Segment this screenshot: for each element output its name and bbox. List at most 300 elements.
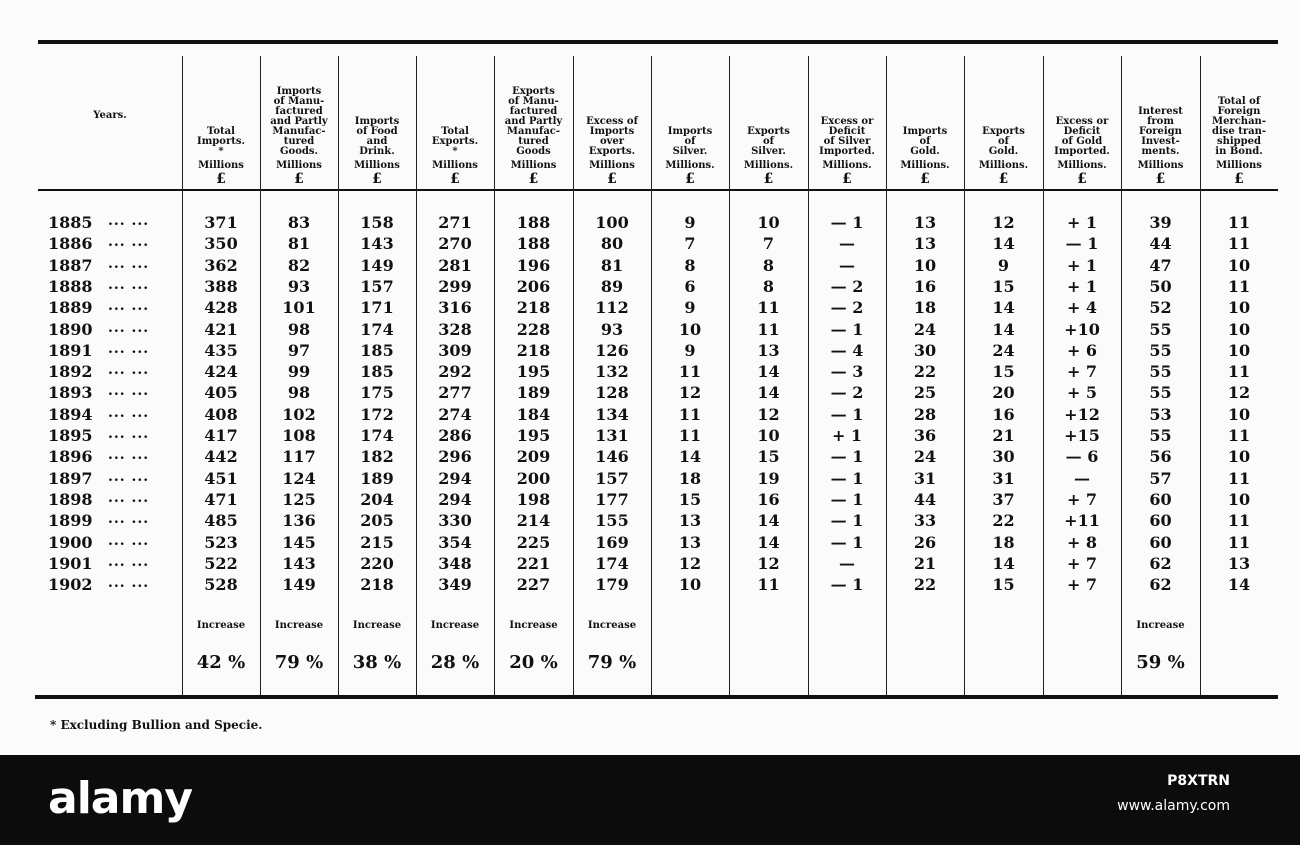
- table-cell: 93: [287, 276, 311, 296]
- table-cell: 8: [762, 255, 775, 275]
- year-cell: 1893: [48, 383, 93, 403]
- table-cell: 158: [360, 213, 394, 232]
- column-header-excess_imports: [573, 58, 651, 186]
- table-cell: 10: [757, 213, 780, 232]
- table-cell: 124: [282, 468, 316, 488]
- table-cell: + 1: [1066, 276, 1098, 296]
- table-cell: 215: [360, 532, 394, 552]
- table-cell: 206: [516, 276, 551, 296]
- table-cell: 13: [678, 532, 702, 552]
- table-cell: 149: [360, 255, 394, 275]
- table-cell: 126: [595, 340, 629, 360]
- image-code: P8XTRN: [1167, 773, 1230, 789]
- table-cell: +10: [1064, 319, 1100, 339]
- table-cell: 15: [757, 447, 780, 467]
- table-cell: 13: [678, 511, 702, 531]
- table-cell: 12: [678, 383, 702, 403]
- header-rule: [38, 189, 1278, 191]
- table-cell: 195: [516, 426, 551, 445]
- bottom-rule: [35, 695, 1278, 699]
- column-title: Exports of Silver.: [747, 126, 790, 157]
- table-cell: 225: [516, 532, 551, 552]
- table-cell: 271: [438, 213, 472, 232]
- pound-sign: £: [685, 171, 695, 187]
- table-row: [38, 574, 1278, 595]
- table-cell: 14: [992, 319, 1015, 339]
- year-cell: 1896: [48, 447, 93, 467]
- table-cell: 221: [516, 553, 551, 573]
- year-cell: 1901: [48, 553, 93, 573]
- leader-dots: ... ...: [108, 468, 150, 485]
- leader-dots: ... ...: [108, 532, 150, 549]
- table-cell: 354: [438, 532, 472, 552]
- table-cell: 21: [992, 426, 1015, 445]
- leader-dots: ... ...: [108, 404, 150, 421]
- column-unit: Millions.: [743, 160, 794, 171]
- table-cell: 428: [204, 298, 238, 318]
- table-cell: 286: [438, 426, 472, 445]
- table-cell: 60: [1149, 532, 1172, 552]
- table-cell: 185: [360, 340, 394, 360]
- pound-sign: £: [294, 171, 304, 187]
- table-cell: 62: [1149, 553, 1172, 573]
- leader-dots: ... ...: [108, 426, 150, 442]
- table-cell: 157: [595, 468, 629, 488]
- table-cell: 62: [1149, 575, 1172, 595]
- increase-label: Increase: [587, 620, 637, 631]
- table-cell: 227: [516, 575, 551, 595]
- year-cell: 1899: [48, 511, 93, 531]
- table-cell: 177: [595, 489, 629, 509]
- column-header-imports_food: [338, 58, 416, 186]
- table-cell: + 1: [1066, 213, 1098, 232]
- increase-label: Increase: [1136, 620, 1185, 631]
- column-unit: Millions: [1137, 160, 1184, 171]
- table-cell: 277: [438, 383, 472, 403]
- column-title: Imports of Gold.: [902, 126, 948, 157]
- table-row: [38, 425, 1278, 446]
- table-row: [38, 255, 1278, 276]
- table-cell: 14: [1227, 575, 1251, 595]
- table-cell: 25: [913, 383, 937, 403]
- table-cell: 11: [1227, 511, 1251, 531]
- table-cell: 174: [360, 426, 394, 445]
- table-cell: 22: [913, 362, 937, 382]
- table-cell: 12: [992, 213, 1015, 232]
- alamy-logo: alamy: [48, 773, 192, 824]
- table-row: [38, 276, 1278, 297]
- table-cell: 424: [204, 362, 238, 382]
- table-cell: —: [839, 553, 855, 573]
- table-cell: 9: [684, 340, 696, 360]
- table-row: [38, 319, 1278, 340]
- column-unit: Millions.: [900, 160, 950, 171]
- table-cell: + 7: [1066, 553, 1098, 573]
- table-cell: 132: [595, 362, 629, 382]
- table-cell: 31: [913, 468, 937, 488]
- leader-dots: ... ...: [108, 489, 150, 506]
- table-cell: +15: [1064, 426, 1100, 445]
- column-unit: Millions: [198, 160, 244, 171]
- table-cell: 421: [204, 319, 238, 339]
- table-row: [38, 468, 1278, 489]
- table-cell: + 4: [1066, 298, 1098, 318]
- table-cell: 14: [992, 234, 1015, 254]
- increase-label: Increase: [509, 620, 558, 631]
- table-cell: 10: [1227, 404, 1251, 424]
- table-cell: 93: [600, 319, 624, 339]
- table-cell: 36: [913, 426, 937, 445]
- table-cell: 11: [1227, 362, 1251, 382]
- year-cell: 1886: [48, 234, 93, 254]
- years-header: Years.: [93, 110, 127, 121]
- column-title: Total Imports. *: [197, 126, 245, 157]
- leader-dots: ... ...: [108, 340, 150, 357]
- table-cell: 174: [360, 319, 394, 339]
- table-cell: 8: [762, 276, 775, 296]
- table-cell: 294: [438, 468, 472, 488]
- table-cell: 143: [282, 553, 316, 573]
- table-cell: + 8: [1066, 532, 1098, 552]
- leader-dots: ... ...: [108, 255, 150, 272]
- table-row: [38, 340, 1278, 361]
- table-cell: 196: [516, 255, 551, 275]
- table-cell: —: [839, 234, 855, 254]
- table-cell: 442: [204, 447, 238, 467]
- leader-dots: ... ...: [108, 362, 150, 379]
- year-cell: 1902: [48, 575, 93, 595]
- table-cell: 155: [595, 511, 629, 531]
- table-cell: 6: [684, 276, 696, 296]
- table-cell: 16: [992, 404, 1015, 424]
- table-cell: 9: [997, 255, 1010, 275]
- table-cell: 485: [204, 511, 238, 531]
- leader-dots: ... ...: [108, 213, 150, 229]
- table-cell: 371: [204, 213, 238, 232]
- table-cell: 14: [678, 447, 702, 467]
- column-header-total_exports: [416, 58, 494, 186]
- table-cell: 10: [757, 426, 780, 445]
- table-cell: 16: [913, 276, 937, 296]
- pound-sign: £: [528, 171, 539, 187]
- table-cell: 89: [600, 276, 624, 296]
- table-cell: 11: [757, 319, 780, 339]
- top-rule: [38, 40, 1278, 44]
- year-cell: 1892: [48, 362, 93, 382]
- table-cell: 143: [360, 234, 394, 254]
- year-cell: 1894: [48, 404, 93, 424]
- table-cell: 82: [287, 255, 311, 275]
- table-cell: 18: [913, 298, 937, 318]
- column-title: Exports of Manu- factured and Partly Manufac- tured Goods: [504, 86, 563, 157]
- table-cell: 218: [516, 340, 551, 360]
- increase-value: 20 %: [509, 652, 558, 673]
- table-cell: 7: [762, 234, 775, 254]
- table-cell: 10: [1227, 489, 1251, 509]
- column-unit: Millions: [276, 160, 322, 171]
- table-cell: 53: [1149, 404, 1172, 424]
- table-cell: 55: [1149, 426, 1172, 445]
- table-cell: 125: [282, 489, 316, 509]
- table-cell: 189: [516, 383, 551, 403]
- table-cell: 471: [204, 489, 238, 509]
- table-cell: 174: [595, 553, 629, 573]
- table-cell: 11: [1227, 426, 1251, 445]
- table-cell: 228: [516, 319, 551, 339]
- table-cell: 405: [204, 383, 238, 403]
- increase-value: 42 %: [196, 652, 246, 673]
- table-cell: 12: [757, 553, 780, 573]
- table-cell: 350: [204, 234, 238, 254]
- leader-dots: ... ...: [108, 319, 150, 336]
- table-cell: 24: [913, 319, 937, 339]
- table-cell: 80: [600, 234, 624, 254]
- table-cell: 55: [1149, 340, 1172, 360]
- table-cell: 10: [1227, 340, 1251, 360]
- table-cell: 348: [438, 553, 472, 573]
- table-cell: 10: [913, 255, 937, 275]
- table-cell: 220: [360, 553, 394, 573]
- increase-label: Increase: [352, 620, 402, 631]
- table-cell: 522: [204, 553, 238, 573]
- table-cell: 209: [516, 447, 551, 467]
- table-cell: 169: [595, 532, 629, 552]
- leader-dots: ... ...: [108, 298, 150, 315]
- table-cell: 60: [1149, 489, 1172, 509]
- table-cell: 175: [360, 383, 394, 403]
- table-cell: 274: [438, 404, 472, 424]
- pound-sign: £: [842, 171, 852, 187]
- table-cell: 12: [757, 404, 780, 424]
- table-cell: 15: [678, 489, 702, 509]
- column-header-imports_gold: [886, 58, 964, 186]
- table-cell: — 1: [830, 319, 864, 339]
- table-cell: 128: [595, 383, 629, 403]
- pound-sign: £: [1234, 171, 1244, 187]
- table-cell: 179: [595, 575, 629, 595]
- table-cell: 204: [360, 489, 394, 509]
- column-title: Interest from Foreign Invest- ments.: [1138, 106, 1183, 157]
- pound-sign: £: [450, 171, 460, 187]
- increase-value: 59 %: [1136, 652, 1185, 673]
- year-cell: 1889: [48, 298, 93, 318]
- table-cell: 28: [913, 404, 937, 424]
- table-cell: 44: [1149, 234, 1172, 254]
- table-cell: 188: [516, 234, 551, 254]
- table-row: [38, 404, 1278, 425]
- table-cell: 9: [684, 213, 696, 232]
- table-cell: — 1: [830, 511, 864, 531]
- table-cell: 11: [678, 426, 702, 445]
- table-cell: 22: [992, 511, 1015, 531]
- table-cell: — 1: [830, 404, 864, 424]
- table-cell: 388: [204, 276, 238, 296]
- table-cell: 108: [282, 426, 316, 445]
- table-cell: 188: [516, 213, 551, 232]
- table-cell: 136: [282, 511, 316, 531]
- table-cell: 435: [204, 340, 238, 360]
- table-cell: — 1: [830, 532, 864, 552]
- table-cell: 18: [678, 468, 702, 488]
- table-cell: 13: [913, 213, 937, 232]
- year-cell: 1891: [48, 340, 93, 360]
- pound-sign: £: [216, 171, 226, 187]
- table-cell: 52: [1149, 298, 1172, 318]
- pound-sign: £: [372, 171, 382, 187]
- column-title: Total of Foreign Merchan- dise tran- shipped in Bond.: [1211, 96, 1267, 157]
- table-cell: + 6: [1066, 340, 1098, 360]
- table-cell: 12: [678, 553, 702, 573]
- table-cell: 14: [757, 383, 780, 403]
- increase-value: 28 %: [430, 652, 480, 673]
- table-cell: 21: [913, 553, 937, 573]
- table-row: [38, 489, 1278, 510]
- column-unit: Millions.: [822, 160, 872, 171]
- table-cell: — 1: [830, 468, 864, 488]
- table-cell: 11: [757, 298, 780, 318]
- increase-value: 79 %: [274, 652, 324, 673]
- table-cell: 149: [282, 575, 316, 595]
- column-title: Imports of Food and Drink.: [354, 116, 400, 157]
- table-cell: 131: [595, 426, 629, 445]
- year-cell: 1885: [48, 213, 93, 232]
- increase-label: Increase: [430, 620, 480, 631]
- table-cell: 15: [992, 362, 1015, 382]
- leader-dots: ... ...: [108, 383, 150, 400]
- table-cell: 57: [1149, 468, 1172, 488]
- table-cell: 55: [1149, 362, 1172, 382]
- table-cell: 10: [1227, 447, 1251, 467]
- table-cell: 11: [1227, 213, 1251, 232]
- year-cell: 1888: [48, 276, 93, 296]
- table-cell: 362: [204, 255, 238, 275]
- table-cell: 98: [287, 383, 311, 403]
- table-cell: 11: [678, 362, 702, 382]
- increase-label: Increase: [196, 620, 246, 631]
- table-cell: 10: [678, 319, 702, 339]
- pound-sign: £: [607, 171, 617, 187]
- column-unit: Millions: [354, 160, 400, 171]
- column-header-total_imports: [182, 58, 260, 186]
- pound-sign: £: [920, 171, 930, 187]
- table-cell: 102: [282, 404, 316, 424]
- year-cell: 1897: [48, 468, 93, 488]
- table-cell: — 3: [830, 362, 864, 382]
- table-cell: — 1: [830, 447, 864, 467]
- table-cell: 14: [992, 298, 1015, 318]
- table-cell: 11: [1227, 468, 1251, 488]
- table-cell: — 1: [830, 489, 864, 509]
- table-cell: 24: [913, 447, 937, 467]
- table-cell: 39: [1149, 213, 1172, 232]
- table-cell: 14: [757, 511, 780, 531]
- table-cell: 294: [438, 489, 472, 509]
- table-cell: 16: [757, 489, 780, 509]
- table-cell: 200: [516, 468, 551, 488]
- table-cell: 214: [516, 511, 551, 531]
- leader-dots: ... ...: [108, 575, 150, 592]
- table-cell: 11: [757, 575, 780, 595]
- column-title: Imports of Manu- factured and Partly Manufac- tured Goods.: [270, 86, 328, 157]
- leader-dots: ... ...: [108, 276, 150, 293]
- column-header-excess_silver: [808, 58, 886, 186]
- pound-sign: £: [1155, 171, 1166, 187]
- table-cell: 81: [600, 255, 624, 275]
- column-unit: Millions: [510, 160, 557, 171]
- table-cell: 44: [913, 489, 937, 509]
- table-cell: 12: [1227, 383, 1251, 403]
- table-cell: 8: [684, 255, 696, 275]
- column-unit: Millions: [1216, 160, 1262, 171]
- table-cell: 13: [1227, 553, 1251, 573]
- table-cell: + 1: [831, 426, 863, 445]
- footnote: * Excluding Bullion and Specie.: [50, 718, 263, 732]
- table-cell: 18: [992, 532, 1015, 552]
- table-cell: 171: [360, 298, 394, 318]
- table-cell: 10: [1227, 298, 1251, 318]
- table-cell: 451: [204, 468, 238, 488]
- pound-sign: £: [1077, 171, 1087, 187]
- pound-sign: £: [998, 171, 1009, 187]
- table-cell: — 4: [830, 340, 864, 360]
- table-cell: + 7: [1066, 489, 1098, 509]
- table-cell: 218: [360, 575, 394, 595]
- table-cell: —: [839, 255, 855, 275]
- table-row: [38, 233, 1278, 254]
- table-cell: — 1: [830, 213, 864, 232]
- year-cell: 1890: [48, 319, 93, 339]
- table-cell: 528: [204, 575, 238, 595]
- table-cell: 55: [1149, 319, 1172, 339]
- table-cell: 47: [1149, 255, 1172, 275]
- table-cell: 112: [595, 298, 629, 318]
- table-cell: 299: [438, 276, 472, 296]
- table-cell: + 5: [1066, 383, 1098, 403]
- table-cell: 523: [204, 532, 238, 552]
- table-cell: 33: [913, 511, 937, 531]
- table-cell: 7: [684, 234, 696, 254]
- table-cell: 195: [516, 362, 551, 382]
- table-cell: 31: [992, 468, 1015, 488]
- table-cell: 292: [438, 362, 472, 382]
- table-cell: 11: [1227, 234, 1251, 254]
- table-cell: 9: [684, 298, 696, 318]
- table-cell: 26: [913, 532, 937, 552]
- column-title: Exports of Gold.: [982, 126, 1025, 157]
- table-cell: 10: [1227, 255, 1251, 275]
- table-cell: 172: [360, 404, 394, 424]
- table-row: [38, 510, 1278, 531]
- table-cell: 281: [438, 255, 472, 275]
- table-row: [38, 212, 1278, 233]
- leader-dots: ... ...: [108, 511, 150, 528]
- pound-sign: £: [763, 171, 774, 187]
- table-cell: 417: [204, 426, 238, 445]
- leader-dots: ... ...: [108, 553, 150, 570]
- table-cell: 81: [287, 234, 311, 254]
- table-cell: 146: [595, 447, 629, 467]
- table-cell: 37: [992, 489, 1015, 509]
- column-header-exports_silver: [729, 58, 808, 186]
- column-unit: Millions.: [1057, 160, 1107, 171]
- table-cell: 218: [516, 298, 551, 318]
- table-cell: — 6: [1065, 447, 1099, 467]
- column-header-transhipped: [1200, 58, 1278, 186]
- table-row: [38, 553, 1278, 574]
- year-cell: 1895: [48, 426, 93, 445]
- table-cell: 13: [913, 234, 937, 254]
- table-cell: +12: [1064, 404, 1100, 424]
